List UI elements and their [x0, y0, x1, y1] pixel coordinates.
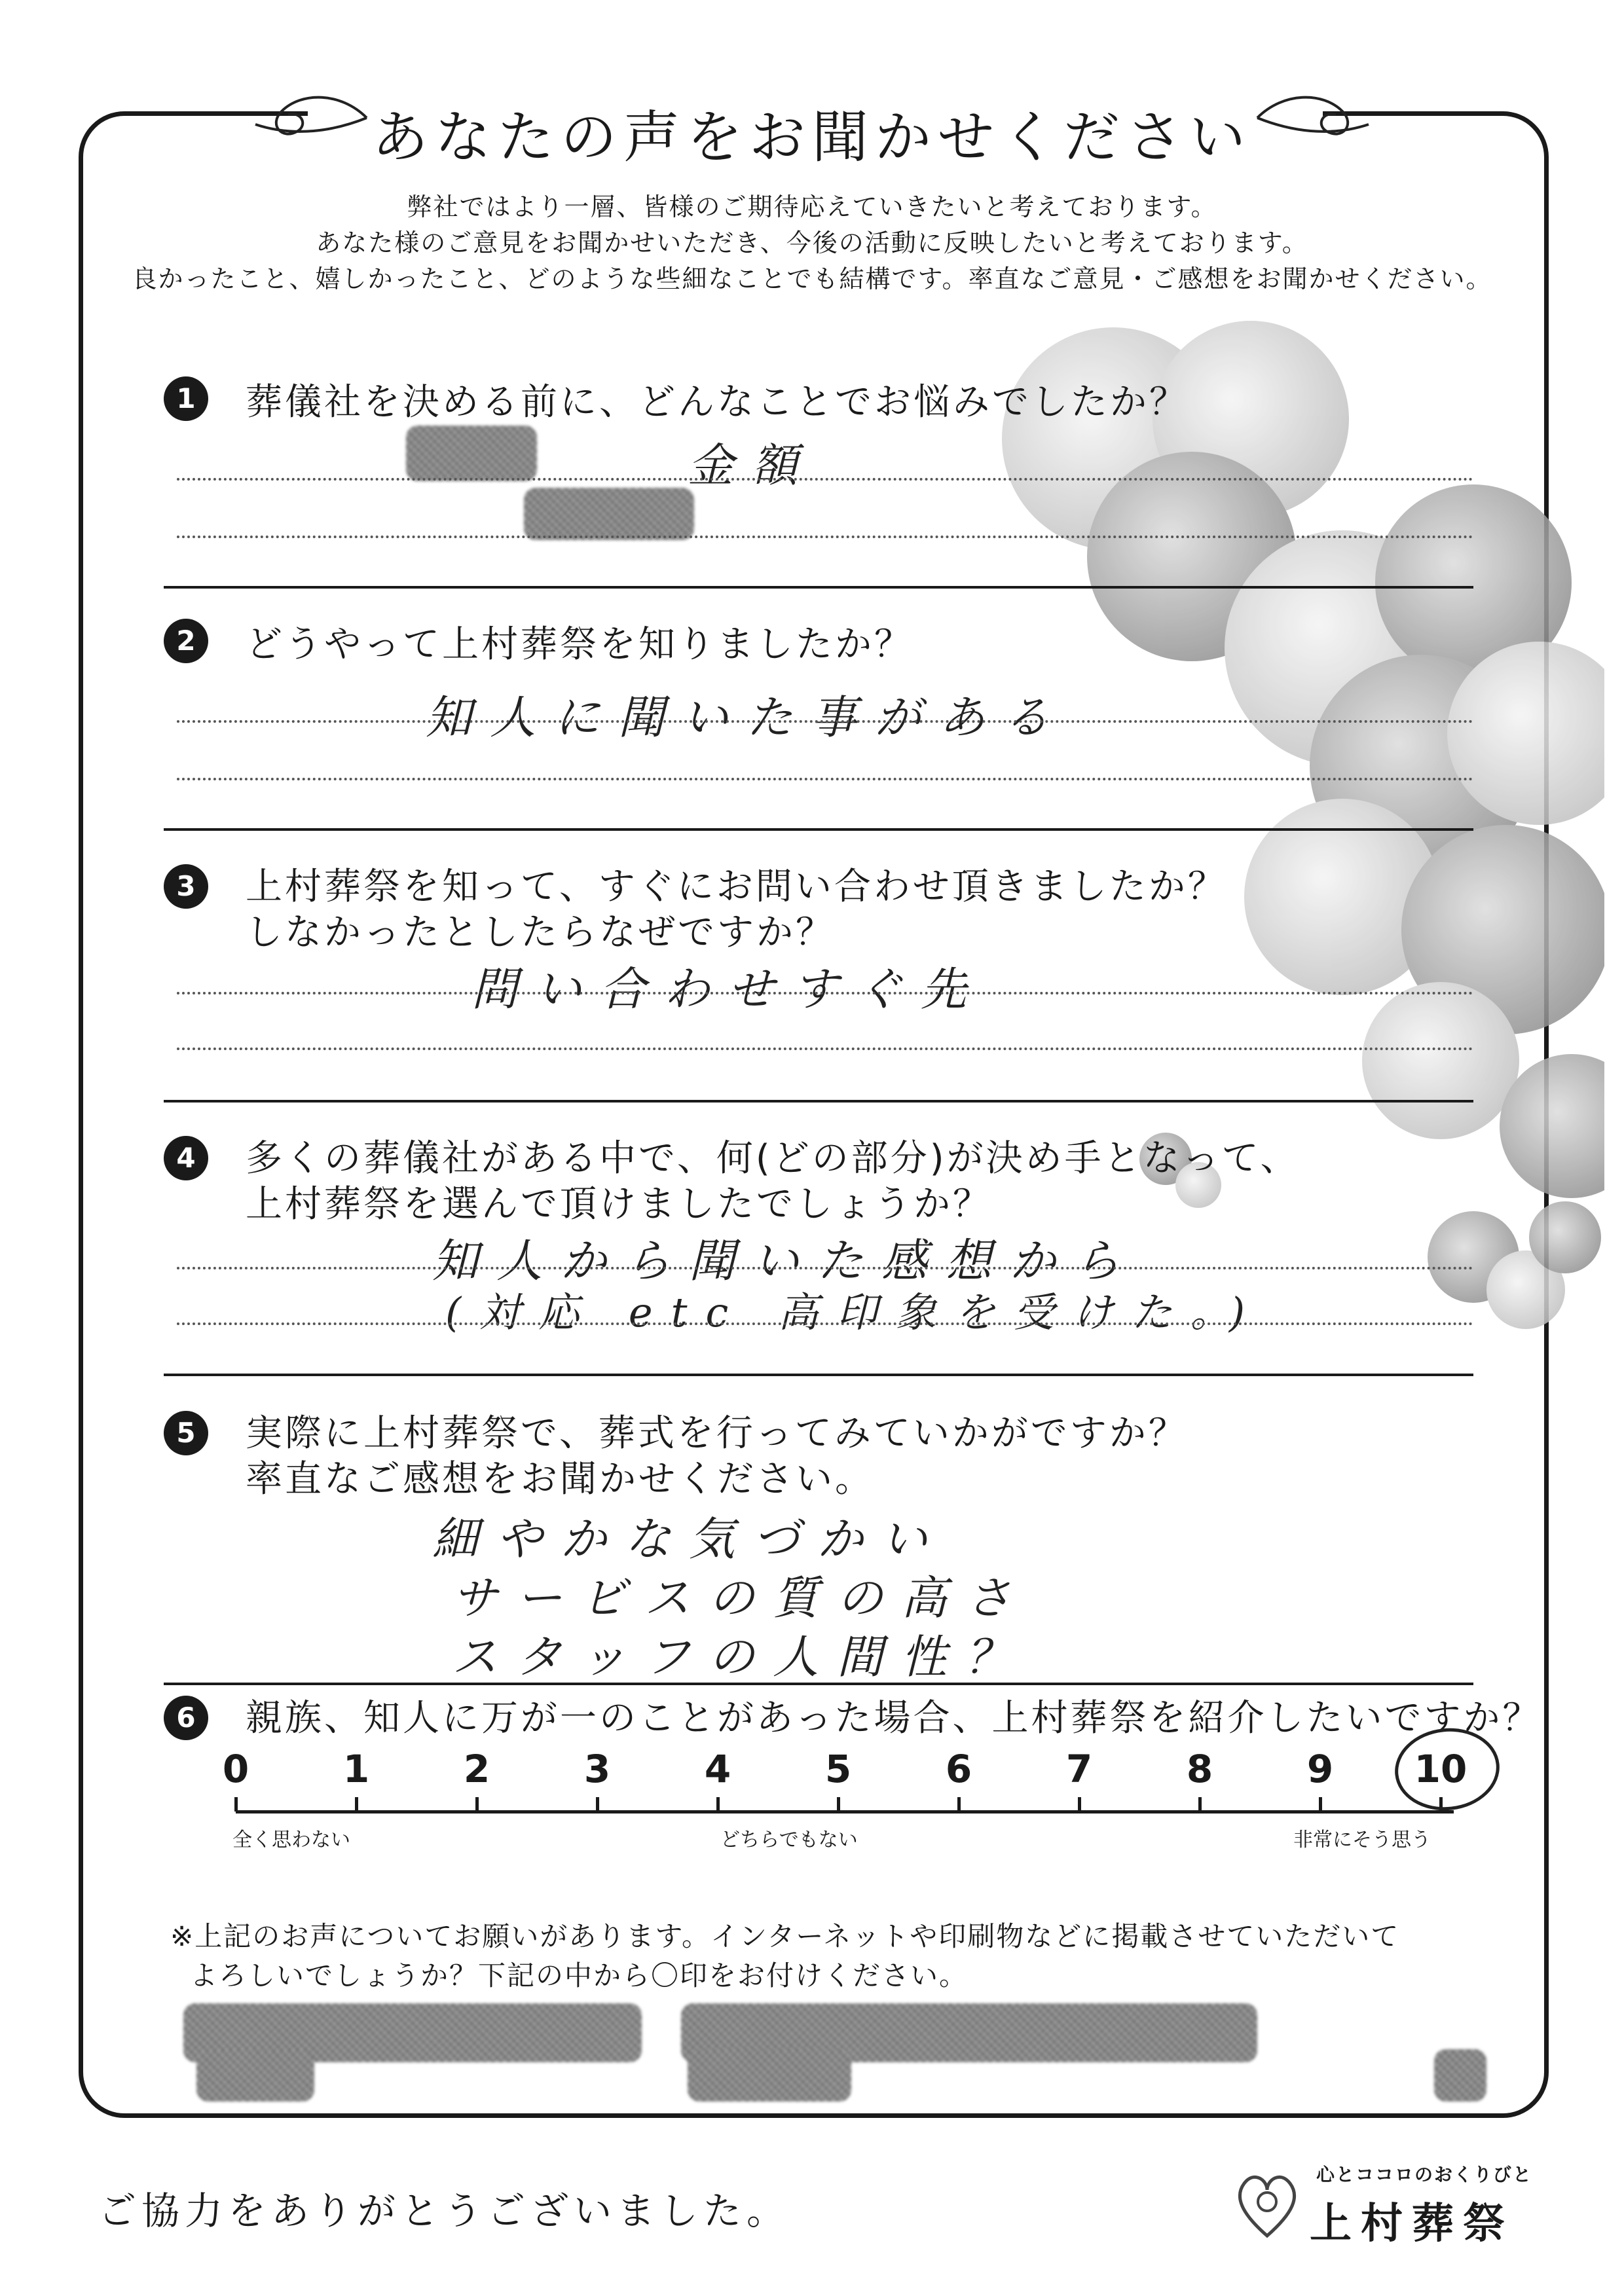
redacted-area — [406, 426, 537, 481]
question-5-text-line-2: 率直なご感想をお聞かせください。 — [246, 1458, 874, 1501]
scale-tick — [1078, 1797, 1081, 1812]
question-number-3: 3 — [164, 864, 208, 909]
section-divider — [164, 1100, 1473, 1102]
scale-label-low: 全く思わない — [232, 1829, 350, 1851]
answer-4-line-2: (対応 etc 高印象を受けた。) — [445, 1288, 1264, 1336]
scale-tick — [355, 1797, 358, 1812]
answer-line — [177, 720, 1473, 723]
answer-line — [177, 778, 1473, 780]
question-4-text-line-1: 多くの葬儀社がある中で、何(どの部分)が決め手となって、 — [246, 1137, 1300, 1180]
scale-tick — [957, 1797, 961, 1812]
scale-number-7[interactable]: 7 — [1065, 1747, 1093, 1791]
intro-line-2: あなた様のご意見をお聞かせいただき、今後の活動に反映したいと考えております。 — [316, 228, 1308, 257]
scale-tick — [1319, 1797, 1322, 1812]
answer-5-line-2: サービスの質の高さ — [452, 1571, 1029, 1625]
answer-2-line-1: 知人に聞いた事がある — [426, 691, 1067, 744]
answer-line — [177, 536, 1473, 538]
question-6-text: 親族、知人に万が一のことがあった場合、上村葬祭を紹介したいですか？ — [246, 1697, 1542, 1740]
logo-tagline: 心とココロのおくりびと — [1316, 2164, 1533, 2185]
question-number-4: 4 — [164, 1136, 208, 1180]
scale-number-10[interactable]: 10 — [1414, 1747, 1467, 1791]
notice-line-2: よろしいでしょうか？下記の中から〇印をお付けください。 — [190, 1959, 969, 1992]
scale-number-4[interactable]: 4 — [704, 1747, 731, 1791]
thank-you-message: ご協力をありがとうございました。 — [98, 2189, 790, 2233]
answer-line — [177, 1267, 1473, 1269]
answer-1-line-1: 金額 — [688, 439, 816, 492]
answer-4-line-1: 知人から聞いた感想から — [432, 1234, 1138, 1288]
rating-scale-line — [236, 1810, 1454, 1813]
answer-5-line-3: スタッフの人間性？ — [452, 1630, 1029, 1684]
scale-number-9[interactable]: 9 — [1306, 1747, 1334, 1791]
redacted-area — [1434, 2049, 1486, 2102]
question-number-1: 1 — [164, 376, 208, 421]
answer-3-line-1: 問い合わせすぐ先 — [471, 962, 985, 1016]
answer-5-line-1: 細やかな気づかい — [432, 1512, 946, 1566]
scale-tick — [716, 1797, 720, 1812]
scale-number-0[interactable]: 0 — [222, 1747, 249, 1791]
answer-line — [177, 1322, 1473, 1325]
section-divider — [164, 1374, 1473, 1376]
question-number-5: 5 — [164, 1411, 208, 1455]
intro-line-3: 良かったこと、嬉しかったこと、どのような些細なことでも結構です。率直なご意見・ご感想をお聞かせください。 — [132, 264, 1492, 293]
section-divider — [164, 828, 1473, 831]
scale-tick — [234, 1797, 238, 1812]
heart-logo-icon — [1231, 2164, 1303, 2242]
scale-number-6[interactable]: 6 — [945, 1747, 972, 1791]
section-divider — [164, 586, 1473, 589]
question-4-text-line-2: 上村葬祭を選んで頂けましたでしょうか？ — [246, 1183, 992, 1226]
section-divider — [164, 1683, 1473, 1685]
question-number-2: 2 — [164, 619, 208, 663]
scale-number-5[interactable]: 5 — [824, 1747, 852, 1791]
answer-line — [177, 478, 1473, 481]
scale-tick — [475, 1797, 479, 1812]
notice-line-1: ※上記のお声についてお願いがあります。インターネットや印刷物などに掲載させていただいて — [170, 1920, 1400, 1952]
answer-line — [177, 992, 1473, 994]
logo-name: 上村葬祭 — [1310, 2200, 1514, 2248]
scale-number-3[interactable]: 3 — [583, 1747, 611, 1791]
scale-tick — [1198, 1797, 1202, 1812]
scale-label-mid: どちらでもない — [720, 1829, 858, 1851]
scale-number-2[interactable]: 2 — [463, 1747, 490, 1791]
question-2-text: どうやって上村葬祭を知りましたか？ — [246, 623, 913, 666]
scale-tick — [837, 1797, 840, 1812]
scale-label-high: 非常にそう思う — [1293, 1829, 1431, 1851]
intro-line-1: 弊社ではより一層、皆様のご期待応えていきたいと考えております。 — [407, 192, 1217, 221]
scale-tick — [596, 1797, 599, 1812]
question-1-text: 葬儀社を決める前に、どんなことでお悩みでしたか？ — [246, 381, 1189, 424]
redacted-area — [524, 488, 694, 540]
question-3-text-line-2: しなかったとしたらなぜですか？ — [246, 911, 835, 954]
question-5-text-line-1: 実際に上村葬祭で、葬式を行ってみていかがですか？ — [246, 1412, 1188, 1455]
page-title: あなたの声をお聞かせください — [372, 105, 1252, 170]
redacted-area — [196, 2049, 314, 2102]
question-number-6: 6 — [164, 1696, 208, 1740]
scale-number-8[interactable]: 8 — [1186, 1747, 1213, 1791]
scale-number-1[interactable]: 1 — [342, 1747, 370, 1791]
question-3-text-line-1: 上村葬祭を知って、すぐにお問い合わせ頂きましたか？ — [246, 866, 1227, 908]
answer-line — [177, 1048, 1473, 1050]
redacted-area — [688, 2049, 851, 2102]
